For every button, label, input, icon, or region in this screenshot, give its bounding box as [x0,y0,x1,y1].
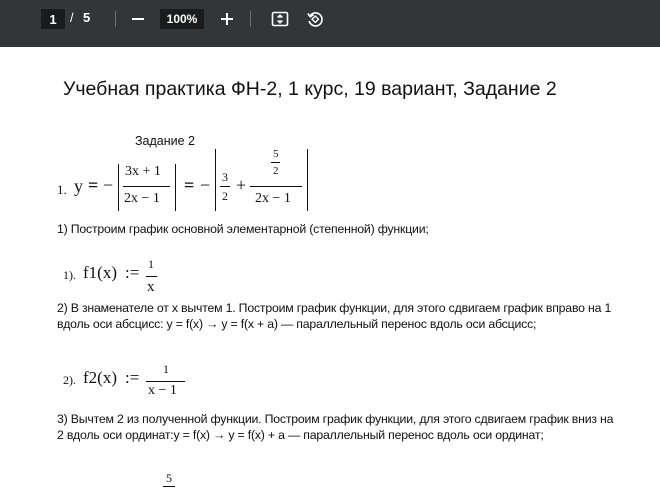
formula-2-numerator: 1 [148,257,154,271]
formula-2-label: 1). [63,268,76,282]
toolbar-divider [250,11,251,27]
formula-3-assign: := [125,368,140,387]
nested-fraction-bar [271,162,280,163]
pdf-toolbar [0,0,660,47]
formula-1-lhs: y [74,176,83,196]
fraction-b-denominator: 2x − 1 [255,191,291,206]
formula-2-fraction-bar [146,276,157,277]
abs-bar-right [175,164,176,211]
formula-2-function: f1(x) [83,263,117,282]
fraction-a-bar [220,186,230,187]
zoom-level-input[interactable]: 100% [160,9,204,29]
formula-1-denominator: 2x − 1 [124,191,160,206]
fraction-b-bar [250,186,302,187]
formula-1-equals: = [88,175,99,195]
formula-3-fraction-bar [146,381,185,382]
fit-to-page-icon [271,10,289,28]
formula-1-minus: − [103,175,114,195]
nested-numerator: 5 [273,148,279,160]
formula-4-fraction-bar [163,486,175,487]
abs-bar-left-2 [215,149,216,211]
step-3-text: 3) Вычтем 2 из полученной функции. Построим график функции, для этого сдвигаем график вниз на 2 вдоль оси ординат:y = f(x) → y = f(x) + a — параллельный перенос вдоль оси ординат; [57,412,614,442]
total-pages: 5 [83,10,91,25]
current-page-input[interactable]: 1 [41,9,65,29]
rotate-icon [306,10,324,28]
abs-bar-right-2 [307,149,308,211]
plus-icon [220,12,234,26]
abs-bar-left [118,164,119,211]
pdf-page [0,47,660,491]
rotate-button[interactable] [305,9,325,29]
formula-1-label: 1. [57,182,67,197]
formula-2-assign: := [125,263,140,282]
formula-1-fraction-bar [123,186,170,187]
formula-1-numerator: 3x + 1 [125,164,161,179]
formula-1-equals-2: = [184,175,195,195]
formula-3-function: f2(x) [83,368,117,387]
fraction-a-numerator: 3 [222,170,228,184]
formula-1-minus-2: − [200,175,211,195]
formula-1-plus: + [236,175,247,195]
page-separator: / [70,10,74,25]
zoom-out-button[interactable] [128,9,148,29]
nested-denominator: 2 [273,165,279,177]
toolbar-divider [115,11,116,27]
minus-icon [131,12,145,26]
document-title: Учебная практика ФН-2, 1 курс, 19 вариант, Задание 2 [63,78,557,100]
formula-2-denominator: x [147,279,155,295]
fit-to-page-button[interactable] [270,9,290,29]
step-2-text: 2) В знаменателе от x вычтем 1. Построим график функции, для этого сдвигаем график вправо на 1 вдоль оси абсцисс: y = f(x) → y = f(x + a) — параллельный перенос вдоль оси абсцисс; [57,301,612,331]
formula-3-denominator: x − 1 [148,383,177,398]
task-heading: Задание 2 [135,134,196,148]
formula-4-partial-numerator: 5 [166,471,172,485]
step-1-text: 1) Построим график основной элементарной (степенной) функции; [57,222,429,236]
formula-3-numerator: 1 [163,362,169,376]
zoom-in-button[interactable] [217,9,237,29]
fraction-a-denominator: 2 [222,189,228,203]
formula-3-label: 2). [63,373,76,387]
